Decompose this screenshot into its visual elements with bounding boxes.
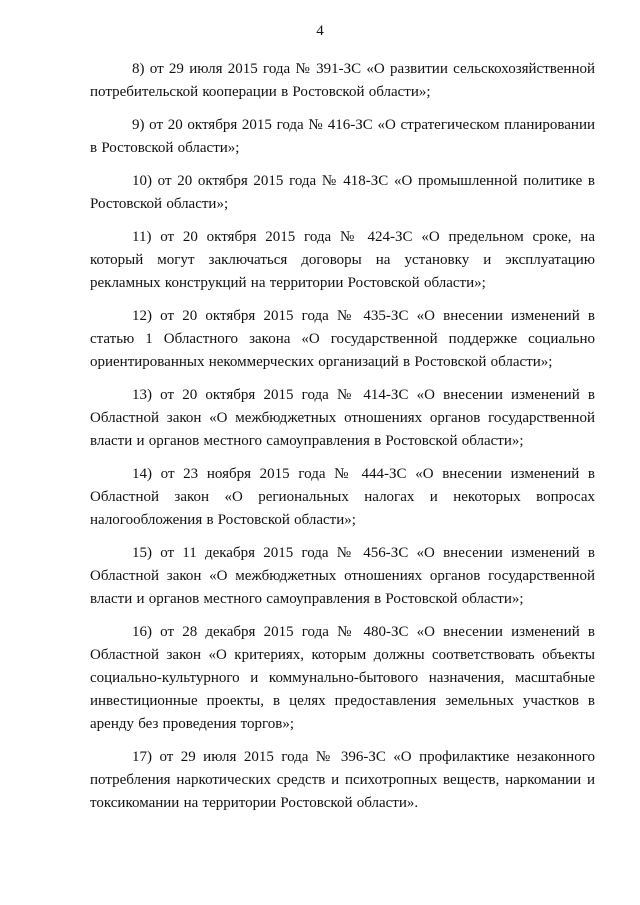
list-item-10: 10) от 20 октября 2015 года № 418-ЗС «О промышленной политике в Ростовской области»; — [90, 173, 595, 212]
list-item-11: 11) от 20 октября 2015 года № 424-ЗС «О предельном сроке, на который могут заключаться договоры на установку и эксплуатацию рекламных конструкций на территории Ростовской области»; — [90, 229, 595, 291]
list-item-16: 16) от 28 декабря 2015 года № 480-ЗС «О внесении изменений в Областной закон «О критериях, которым должны соответствовать объекты социально-культурного и коммунально-бытового назначения, масштабные инвестиционные проекты, в целях предоставления земельных участков в аренду без проведения торгов»; — [90, 624, 595, 732]
list-item-13: 13) от 20 октября 2015 года № 414-ЗС «О внесении изменений в Областной закон «О межбюджетных отношениях органов государственной власти и органов местного самоуправления в Ростовской области»; — [90, 387, 595, 449]
list-item-15: 15) от 11 декабря 2015 года № 456-ЗС «О внесении изменений в Областной закон «О межбюджетных отношениях органов государственной власти и органов местного самоуправления в Ростовской области»; — [90, 545, 595, 607]
list-item-12: 12) от 20 октября 2015 года № 435-ЗС «О внесении изменений в статью 1 Областного закона «О государственной поддержке социально ориентированных некоммерческих организаций в Ростовской области»; — [90, 308, 595, 370]
page-number: 4 — [316, 23, 324, 39]
list-item-14: 14) от 23 ноября 2015 года № 444-ЗС «О внесении изменений в Областной закон «О региональных налогах и некоторых вопросах налогообложения в Ростовской области»; — [90, 466, 595, 528]
list-item-9: 9) от 20 октября 2015 года № 416-ЗС «О стратегическом планировании в Ростовской области»; — [90, 117, 595, 156]
list-item-17: 17) от 29 июля 2015 года № 396-ЗС «О профилактике незаконного потребления наркотических средств и психотропных веществ, наркомании и токсикомании на территории Ростовской области». — [90, 749, 595, 811]
document-body — [90, 58, 595, 825]
list-item-8: 8) от 29 июля 2015 года № 391-ЗС «О развитии сельскохозяйственной потребительской кооперации в Ростовской области»; — [90, 61, 595, 100]
